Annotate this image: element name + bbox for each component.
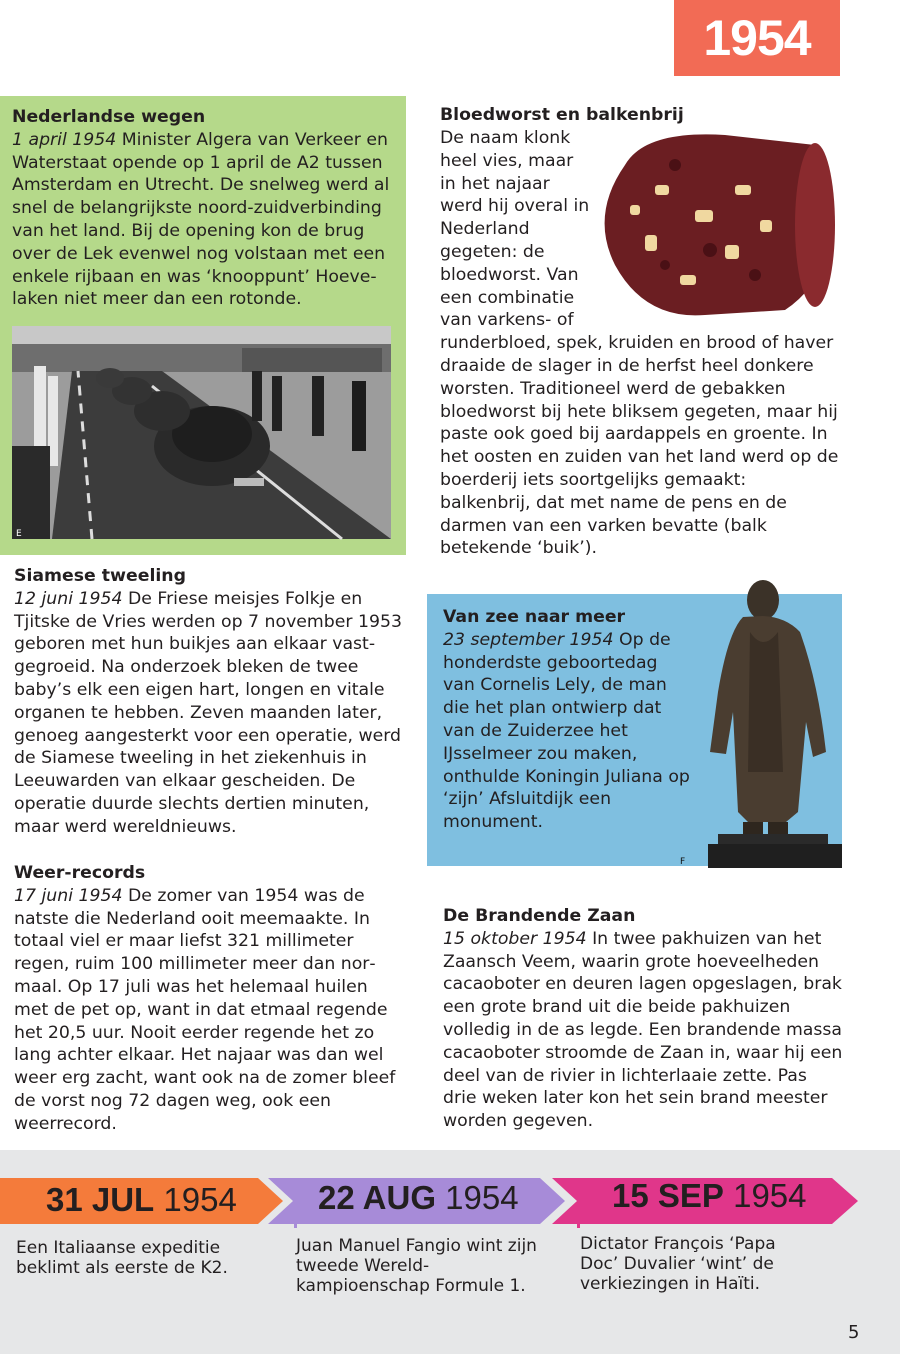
year-badge: 1954 bbox=[674, 0, 840, 76]
photo-credit-e: E bbox=[16, 529, 22, 539]
article-title: Van zee naar meer bbox=[443, 607, 626, 627]
page-number: 5 bbox=[848, 1322, 860, 1343]
article-title: Weer-records bbox=[14, 863, 146, 883]
article-text: Op de honderdste geboortedag van Cornelis Lely, de man die het plan ontwierp dat van de Zuiderzee het IJsselmeer zou maken, onthulde Koningin Juliana op ‘zijn’ Afsluitdijk een monument. bbox=[443, 629, 690, 833]
timeline-date-3: 15 SEP 1954 bbox=[612, 1177, 807, 1214]
lely-statue-image bbox=[680, 572, 843, 868]
article-title: Bloedworst en balkenbrij bbox=[440, 105, 684, 125]
article-brandende-zaan bbox=[443, 905, 843, 1133]
timeline-date-2: 22 AUG 1954 bbox=[318, 1179, 519, 1216]
timeline-date-1: 31 JUL 1954 bbox=[46, 1181, 237, 1218]
article-body bbox=[443, 629, 693, 834]
article-date: 1 april 1954 bbox=[12, 129, 117, 150]
article-text: In twee pakhuizen van het Zaansch Veem, waarin grote hoeveelheden cacaoboter en deuren lagen opgeslagen, brak een grote brand uit die beide pakhuizen volledig in de as legde. Een brandende massa cacaoboter stroomde de Zaan in, waar hij een deel van de rivier in lichterlaaie zette. Pas drie weken later kon het sein brand meester worden gegeven. bbox=[443, 928, 843, 1132]
article-title: Siamese tweeling bbox=[14, 566, 186, 586]
article-body bbox=[14, 885, 404, 1136]
article-body bbox=[14, 588, 404, 839]
article-siamese-tweeling bbox=[14, 565, 404, 839]
article-nederlandse-wegen bbox=[12, 106, 404, 311]
article-date: 23 september 1954 bbox=[443, 629, 614, 650]
article-date: 17 juni 1954 bbox=[14, 885, 123, 906]
article-weer-records bbox=[14, 862, 404, 1136]
article-text: Minister Algera van Verkeer en Waterstaat opende op 1 april de A2 tussen Amsterdam en Utrecht. De snelweg werd al snel de belangrijkste noord-zuidverbinding van het land. Bij de opening kon de brug over de Lek evenwel nog volstaan met een enkele rijbaan en was ‘knooppunt’ Hoevelaken niet meer dan een rotonde. bbox=[12, 129, 390, 310]
highway-opening-photo bbox=[12, 326, 391, 539]
article-body bbox=[443, 928, 843, 1133]
article-text: De naam klonk heel vies, maar in het najaar werd hij overal in Nederland gegeten: de bloedworst. Van een combinatie van varkens- of runderbloed, spek, kruiden en brood of haver draaide de slager in de herfst heel donkere worsten. Traditioneel werd de gebakken bloedworst bij hete bliksem gegeten, maar hij paste ook goed bij aardappels en groente. In het oosten en zuiden van het land werd op de boerderij iets soortgelijks gemaakt: balkenbrij, dat met name de pens en de darmen van een varken bevatte (balk betekende ‘buik’). bbox=[440, 128, 839, 559]
blood-sausage-image bbox=[585, 125, 840, 325]
article-date: 12 juni 1954 bbox=[14, 588, 123, 609]
article-title: Nederlandse wegen bbox=[12, 107, 206, 127]
article-text: De Friese meisjes Folkje en Tjitske de Vries werden op 7 november 1953 geboren met hun buikjes aan elkaar vastgegroeid. Na onderzoek bleken de twee baby’s elk een eigen hart, longen en vitale organen te hebben. Zeven maanden later, genoeg aangesterkt voor een operatie, werd de Siamese tweeling in het ziekenhuis in Leeuwarden van elkaar gescheiden. De operatie duurde slechts dertien minuten, maar werd wereldnieuws. bbox=[14, 588, 402, 837]
article-date: 15 oktober 1954 bbox=[443, 928, 587, 949]
timeline-text-3: Dictator François ‘Papa Doc’ Duvalier ‘wint’ de verkiezingen in Haïti. bbox=[580, 1234, 776, 1294]
article-title: De Brandende Zaan bbox=[443, 906, 636, 926]
article-van-zee-naar-meer bbox=[443, 606, 693, 834]
timeline-text-1: Een Italiaanse expeditie beklimt als eerste de K2. bbox=[16, 1238, 228, 1278]
photo-credit-f: F bbox=[680, 857, 686, 867]
timeline-text-2: Juan Manuel Fangio wint zijn tweede Wereldkampioenschap Formule 1. bbox=[296, 1236, 537, 1296]
article-body bbox=[12, 129, 404, 311]
article-bloedworst bbox=[440, 104, 840, 127]
article-text: De zomer van 1954 was de natste die Nederland ooit meemaakte. In totaal viel er maar liefst 321 millimeter regen, ruim 100 millimeter meer dan normaal. Op 17 juli was het helemaal huilen met de pet op, want in dat etmaal regende het 20,5 uur. Nooit eerder regende het zo lang achter elkaar. Het najaar was dan wel weer erg zacht, want ook na de zomer bleef de vorst nog 72 dagen weg, ook een weerrecord. bbox=[14, 885, 396, 1134]
